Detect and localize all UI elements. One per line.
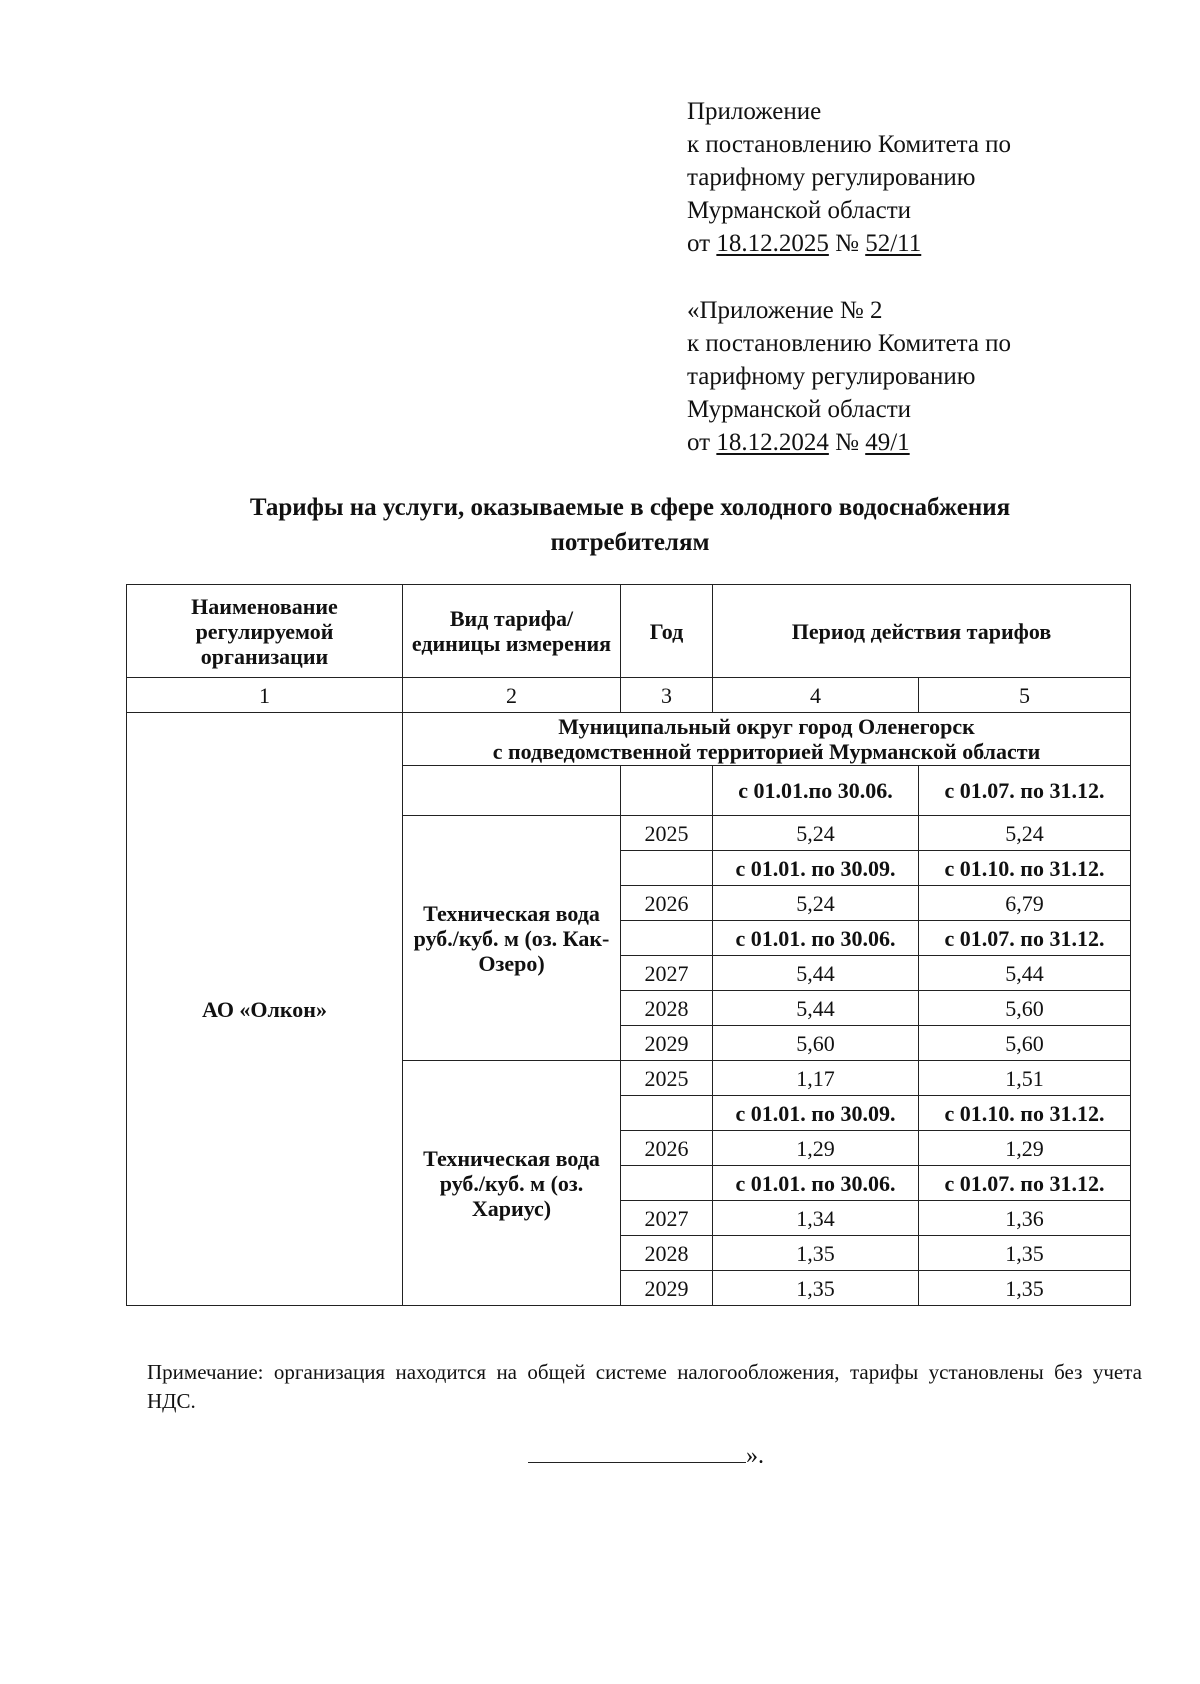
value-cell: 5,44 [919,956,1131,991]
period-cell: с 01.01. по 30.06. [713,921,919,956]
value-cell: 5,24 [713,816,919,851]
year-cell: 2025 [621,816,713,851]
tariff-type-cell-kah-ozero: Техническая вода руб./куб. м (оз. Как-Озеро) [403,816,621,1061]
appendix-header-line: «Приложение № 2 [687,297,883,324]
document-title-line: потребителям [550,529,710,556]
municipality-line: Муниципальный округ город Оленегорск [558,714,975,739]
value-cell: 1,35 [713,1236,919,1271]
document-title [130,490,1130,560]
value-cell: 1,35 [919,1271,1131,1306]
municipality-line: с подведомственной территорией Мурманской области [492,739,1041,764]
header-period: Период действия тарифов [713,585,1131,678]
column-number-row [127,678,1131,713]
period-cell: с 01.07. по 31.12. [919,1166,1131,1201]
tariffs-table [126,584,1131,1306]
tax-note: Примечание: организация находится на общей системе налогообложения, тарифы установлены без учета НДС. [147,1360,1142,1413]
empty-cell [621,1166,713,1201]
header-organization: Наименование регулируемой организации [127,585,403,678]
appendix-header-line: к постановлению Комитета по [687,330,1012,357]
original-appendix-header [687,294,1167,459]
empty-cell [621,851,713,886]
value-cell: 5,60 [713,1026,919,1061]
period-cell: с 01.01. по 30.06. [713,1166,919,1201]
appendix-header-date-line [687,227,1167,260]
appendix-header-line: Мурманской области [687,396,912,423]
column-number: 2 [403,678,621,713]
period-cell: с 01.01.по 30.06. [713,766,919,816]
year-cell: 2027 [621,1201,713,1236]
closing-line [528,1440,764,1471]
value-cell: 1,29 [713,1131,919,1166]
value-cell: 5,44 [713,991,919,1026]
value-cell: 6,79 [919,886,1131,921]
value-cell: 5,24 [713,886,919,921]
appendix-header-line: тарифному регулированию [687,164,976,191]
period-cell: с 01.07. по 31.12. [919,766,1131,816]
appendix-header-line: Приложение [687,98,822,125]
resolution-number: 49/1 [865,429,910,456]
column-number: 5 [919,678,1131,713]
period-cell: с 01.07. по 31.12. [919,921,1131,956]
number-prefix: № [828,429,866,456]
resolution-number: 52/11 [865,230,922,257]
table-header-row [127,585,1131,678]
year-cell: 2029 [621,1271,713,1306]
year-cell: 2026 [621,886,713,921]
appendix-header-date-line [687,426,1167,459]
value-cell: 5,44 [713,956,919,991]
empty-cell [621,766,713,816]
appendix-header [687,95,1167,260]
year-cell: 2026 [621,1131,713,1166]
value-cell: 5,60 [919,1026,1131,1061]
organization-cell: АО «Олкон» [127,713,403,1306]
date-prefix: от [687,230,717,257]
appendix-header-line: тарифному регулированию [687,363,976,390]
value-cell: 1,35 [919,1236,1131,1271]
year-cell: 2027 [621,956,713,991]
year-cell: 2028 [621,1236,713,1271]
year-cell: 2028 [621,991,713,1026]
column-number: 1 [127,678,403,713]
resolution-date: 18.12.2025 [716,230,829,257]
number-prefix: № [828,230,866,257]
tariff-type-cell-harius: Техническая вода руб./куб. м (оз. Хариус) [403,1061,621,1306]
value-cell: 1,17 [713,1061,919,1096]
value-cell: 1,35 [713,1271,919,1306]
value-cell: 5,24 [919,816,1131,851]
document-title-line: Тарифы на услуги, оказываемые в сфере холодного водоснабжения [249,494,1011,521]
value-cell: 1,51 [919,1061,1131,1096]
period-cell: с 01.01. по 30.09. [713,1096,919,1131]
period-cell: с 01.01. по 30.09. [713,851,919,886]
value-cell: 1,34 [713,1201,919,1236]
header-year: Год [621,585,713,678]
date-prefix: от [687,429,717,456]
municipality-cell [403,713,1131,766]
column-number: 4 [713,678,919,713]
empty-cell [403,766,621,816]
empty-cell [621,921,713,956]
year-cell: 2029 [621,1026,713,1061]
empty-cell [621,1096,713,1131]
column-number: 3 [621,678,713,713]
resolution-date: 18.12.2024 [716,429,829,456]
appendix-header-line: к постановлению Комитета по [687,131,1012,158]
period-cell: с 01.10. по 31.12. [919,851,1131,886]
signature-blank-line [528,1440,746,1463]
period-cell: с 01.10. по 31.12. [919,1096,1131,1131]
year-cell: 2025 [621,1061,713,1096]
closing-quote-mark: ». [746,1443,764,1469]
appendix-header-line: Мурманской области [687,197,912,224]
value-cell: 5,60 [919,991,1131,1026]
value-cell: 1,29 [919,1131,1131,1166]
value-cell: 1,36 [919,1201,1131,1236]
header-tariff-type: Вид тарифа/единицы измерения [403,585,621,678]
municipality-row [127,713,1131,766]
